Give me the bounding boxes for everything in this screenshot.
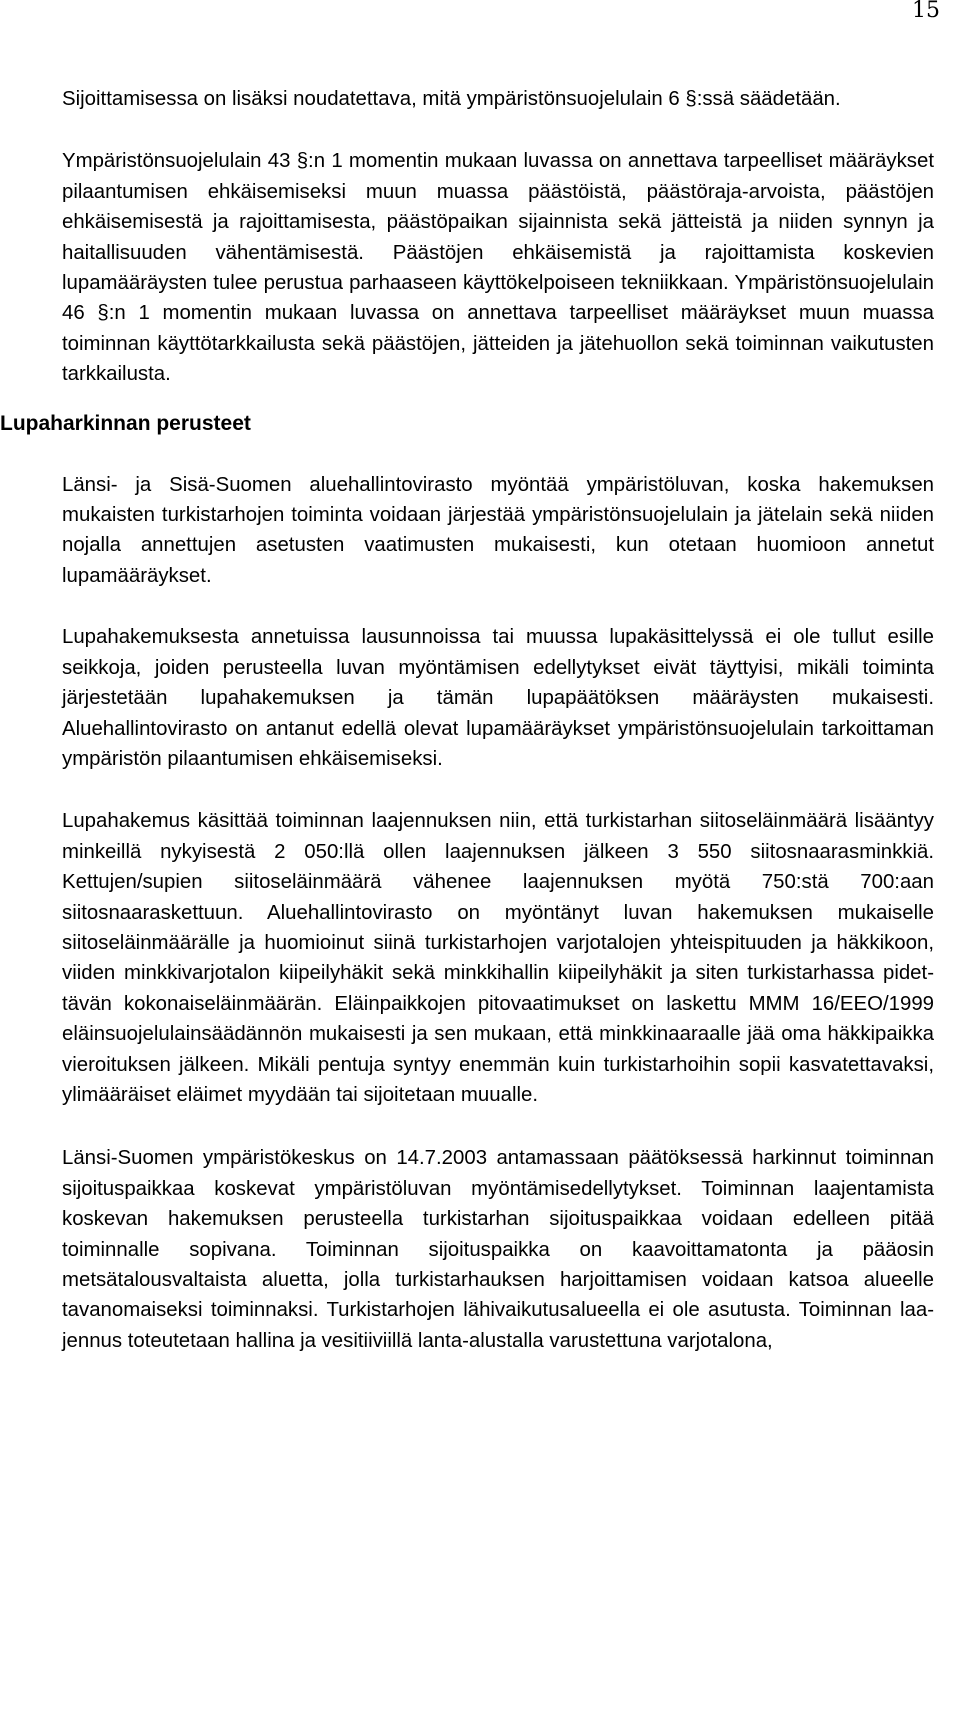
document-body [0, 84, 934, 1356]
paragraph-luvan-myontaminen: Länsi- ja Sisä-Suomen aluehallintovirasto myöntää ympäristöluvan, koska hakemuksen mukaisten turkistarhojen toiminta voidaan järjestää ympäristönsuojelulain ja jätelain sekä niiden nojalla annettujen asetusten vaatimusten mukaisesti, kun otetaan huomioon annetut lupamääräykset. [62, 473, 934, 587]
paragraph-sijoittaminen: Sijoittamisessa on lisäksi noudatettava, mitä ympäristönsuojelulain 6 §:ssä säädetään. [62, 88, 841, 110]
paragraph-lupamaaraykset: Ympäristönsuojelulain 43 §:n 1 momentin mukaan luvassa on annettava tarpeelliset määräykset pilaantumisen ehkäisemiseksi muun muassa päästöistä, päästöraja-arvoista, päästöjen ehkäisemisestä ja rajoittamisesta, päästöpaikan sijainnista sekä jätteistä ja niiden synnyn ja haitallisuuden vähentämisestä. Päästöjen ehkäisemistä ja rajoittamista koskevien lupamääräysten tulee perustua parhaaseen käyttökelpoiseen tekniikkaan. Ympäristönsuojelulain 46 §:n 1 momentin mukaan luvassa on annettava tarpeelliset määräykset muun muassa toiminnan käyttötarkkailusta sekä päästöjen, jätteiden ja jätehuollon sekä toiminnan vaikutusten tarkkailusta. [62, 150, 934, 386]
page-number: 15 [912, 0, 940, 23]
paragraph-laajennus: Lupahakemus käsittää toiminnan laajennuksen niin, että turkistarhan siitoseläinmäärä lisääntyy minkeillä nykyisestä 2 050:llä ollen laajennuksen jälkeen 3 550 siitosnaarasminkkiä. Kettujen/supien siitoseläinmäärä vähenee laajennuksen myötä 750:stä 700:aan siitosnaaraskettuun. Aluehallintovirasto on myöntänyt luvan hakemuksen mukaiselle siitoseläinmäärälle ja huomioinut siinä turkistarhojen varjotalojen yhteispituuden ja häkkikoon, viiden minkkivarjotalon kiipeilyhäkit sekä minkkihallin kiipeilyhäkit ja siten turkistarhassa pidettävän kokonaiseläinmäärän. Eläinpaikkojen pitovaatimukset on laskettu MMM 16/EEO/1999 eläinsuojelulainsäädännön mukaisesti ja sen mukaan, että minkkinaaraalle jää oma häkkipaikka vieroituksen jälkeen. Mikäli pentuja syntyy enemmän kuin turkistarhoihin sopii kasvatettavaksi, ylimääräiset eläimet myydään tai sijoitetaan muualle. [62, 810, 934, 1106]
paragraph-lausunnot: Lupahakemuksesta annetuissa lausunnoissa tai muussa lupakäsittelyssä ei ole tullut esille seikkoja, joiden perusteella luvan myöntämisen edellytykset eivät täyttyisi, mikäli toiminta järjestetään lupahakemuksen ja tämän lupapäätöksen määräysten mukaisesti. Aluehallintovirasto on antanut edellä olevat lupamääräykset ympäristönsuojelulain tarkoittaman ympäristön pilaantumisen ehkäisemiseksi. [62, 626, 934, 770]
section-heading: Lupaharkinnan perusteet [0, 411, 251, 435]
paragraph-sijoituspaikka: Länsi-Suomen ympäristökeskus on 14.7.2003 antamassaan päätöksessä harkinnut toiminnan sijoituspaikkaa koskevat ympäristöluvan myöntämisedellytykset. Toiminnan laajentamista koskevan hakemuksen perusteella turkistarhan sijoituspaikkaa voidaan edelleen pitää toiminnalle sopivana. Toiminnan sijoituspaikka on kaavoittamatonta ja pääosin metsätalousvaltaista aluetta, jolla turkistarhauksen harjoittamisen voidaan katsoa alueelle tavanomaiseksi toiminnaksi. Turkistarhojen lähivaikutusalueella ei ole asutusta. Toiminnan laajennus toteutetaan hallina ja vesitiiviillä lanta-alustalla varustettuna varjotalona, [62, 1147, 934, 1352]
